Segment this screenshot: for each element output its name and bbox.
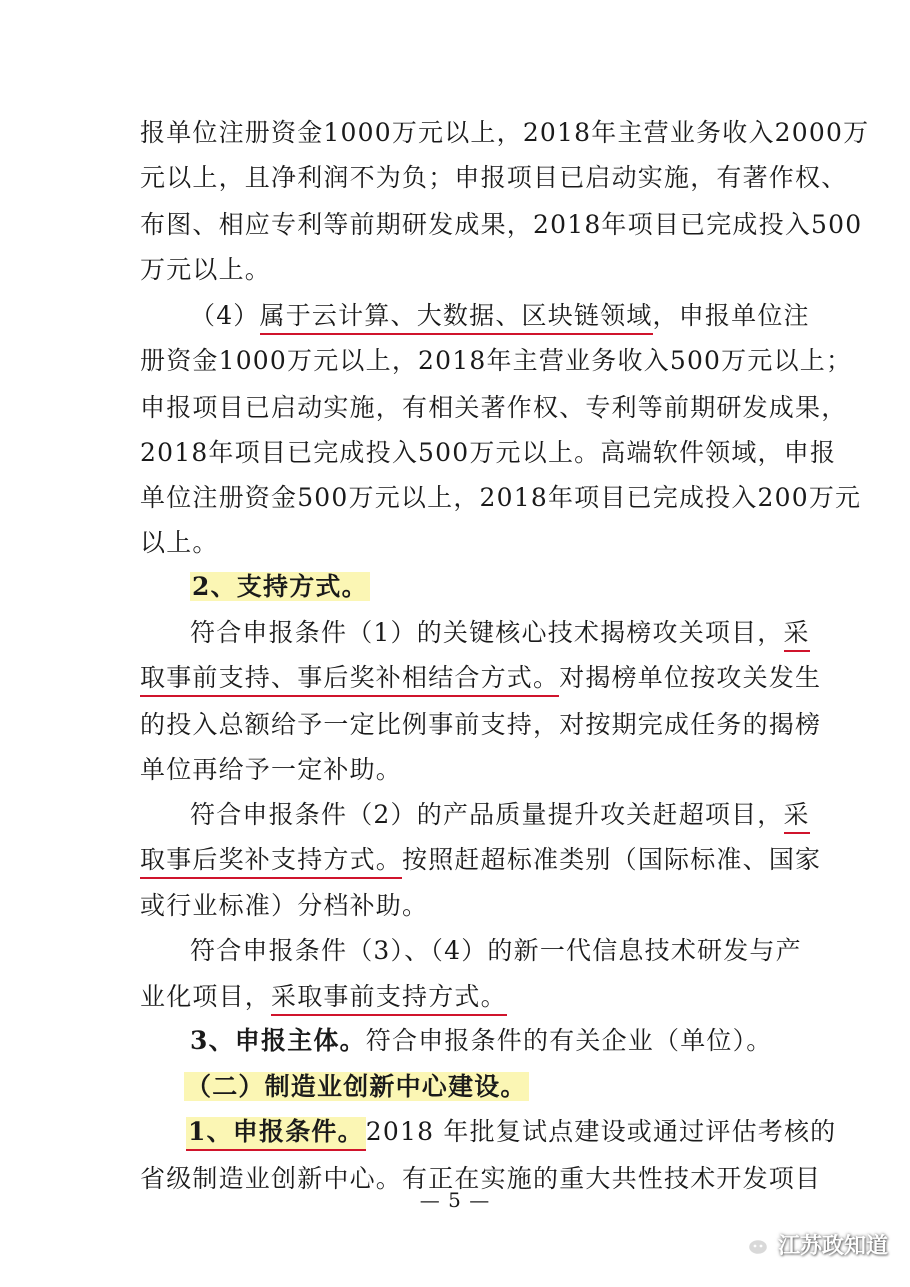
underlined-text: 取事后奖补支持方式。 (140, 845, 402, 879)
text-run: 对揭榜单位按攻关发生 (559, 663, 822, 692)
text-line (186, 1111, 837, 1153)
text-line (190, 566, 780, 608)
text-line (140, 885, 780, 927)
text-run: 按照赶超标准类别（国际标准、国家 (402, 845, 822, 874)
highlighted-text: （二）制造业创新中心建设。 (186, 1072, 527, 1101)
text-run: 或行业标准）分档补助。 (140, 891, 429, 920)
text-run: 元以上，且净利润不为负；申报项目已启动实施，有著作权、 (140, 163, 848, 192)
text-run: 布图、相应专利等前期研发成果，2018年项目已完成投入500 (140, 210, 863, 239)
underlined-text: 采 (784, 800, 810, 834)
text-run: 万元以上。 (140, 255, 272, 284)
text-run: 申报项目已启动实施，有相关著作权、专利等前期研发成果， (140, 393, 848, 422)
text-line (140, 976, 780, 1018)
text-run: 以上。 (140, 528, 219, 557)
watermark (736, 1224, 888, 1264)
text-run: （4） (190, 301, 260, 330)
watermark-text: 江苏政知道 (777, 1233, 888, 1259)
text-line (140, 204, 863, 246)
text-line (190, 794, 810, 836)
text-line (190, 295, 810, 337)
text-line (184, 1066, 774, 1108)
text-run: 单位再给予一定补助。 (140, 755, 403, 784)
highlighted-text: 2、支持方式。 (192, 572, 368, 601)
text-run: 册资金1000万元以上，2018年主营业务收入500万元以上； (140, 346, 853, 375)
text-line (140, 704, 822, 746)
page-number: — 5 — (419, 1188, 491, 1212)
text-run: 报单位注册资金1000万元以上，2018年主营业务收入2000万 (140, 118, 870, 147)
text-line (140, 249, 780, 291)
text-run: 符合申报条件（1）的关键核心技术揭榜攻关项目， (190, 618, 784, 647)
text-run: 符合申报条件的有关企业（单位）。 (365, 1026, 773, 1055)
text-line (140, 749, 780, 791)
underlined-text: 属于云计算、大数据、区块链领域 (260, 301, 653, 335)
text-run: 的投入总额给予一定比例事前支持，对按期完成任务的揭榜 (140, 710, 822, 739)
text-line (190, 612, 810, 654)
text-line (140, 522, 780, 564)
text-line (140, 112, 870, 154)
text-run: 符合申报条件（3）、（4）的新一代信息技术研发与产 (190, 936, 802, 965)
text-run: 2018年项目已完成投入500万元以上。高端软件领域，申报 (140, 438, 837, 467)
underlined-text: 1、申报条件。 (186, 1117, 366, 1151)
text-line (140, 477, 862, 519)
text-line (190, 1020, 780, 1062)
underlined-text: 采取事前支持方式。 (271, 982, 507, 1016)
text-line (140, 839, 822, 881)
text-run: 省级制造业创新中心。有正在实施的重大共性技术开发项目 (140, 1164, 822, 1193)
text-run: 符合申报条件（2）的产品质量提升攻关赶超项目， (190, 800, 784, 829)
text-line (140, 340, 853, 382)
text-line (190, 930, 802, 972)
underlined-text: 采 (784, 618, 810, 652)
text-run: 2018 年批复试点建设或通过评估考核的 (365, 1117, 837, 1146)
text-line (140, 387, 848, 429)
wechat-icon (736, 1230, 770, 1258)
text-run: 业化项目， (140, 982, 272, 1011)
text-run: ，申报单位注 (652, 301, 810, 330)
text-line (140, 432, 837, 474)
text-line (140, 657, 822, 699)
underlined-text: 取事前支持、事后奖补相结合方式。 (140, 663, 559, 697)
text-line (140, 157, 848, 199)
text-run: 3、申报主体。 (190, 1026, 366, 1055)
text-run: 单位注册资金500万元以上，2018年项目已完成投入200万元 (140, 483, 862, 512)
